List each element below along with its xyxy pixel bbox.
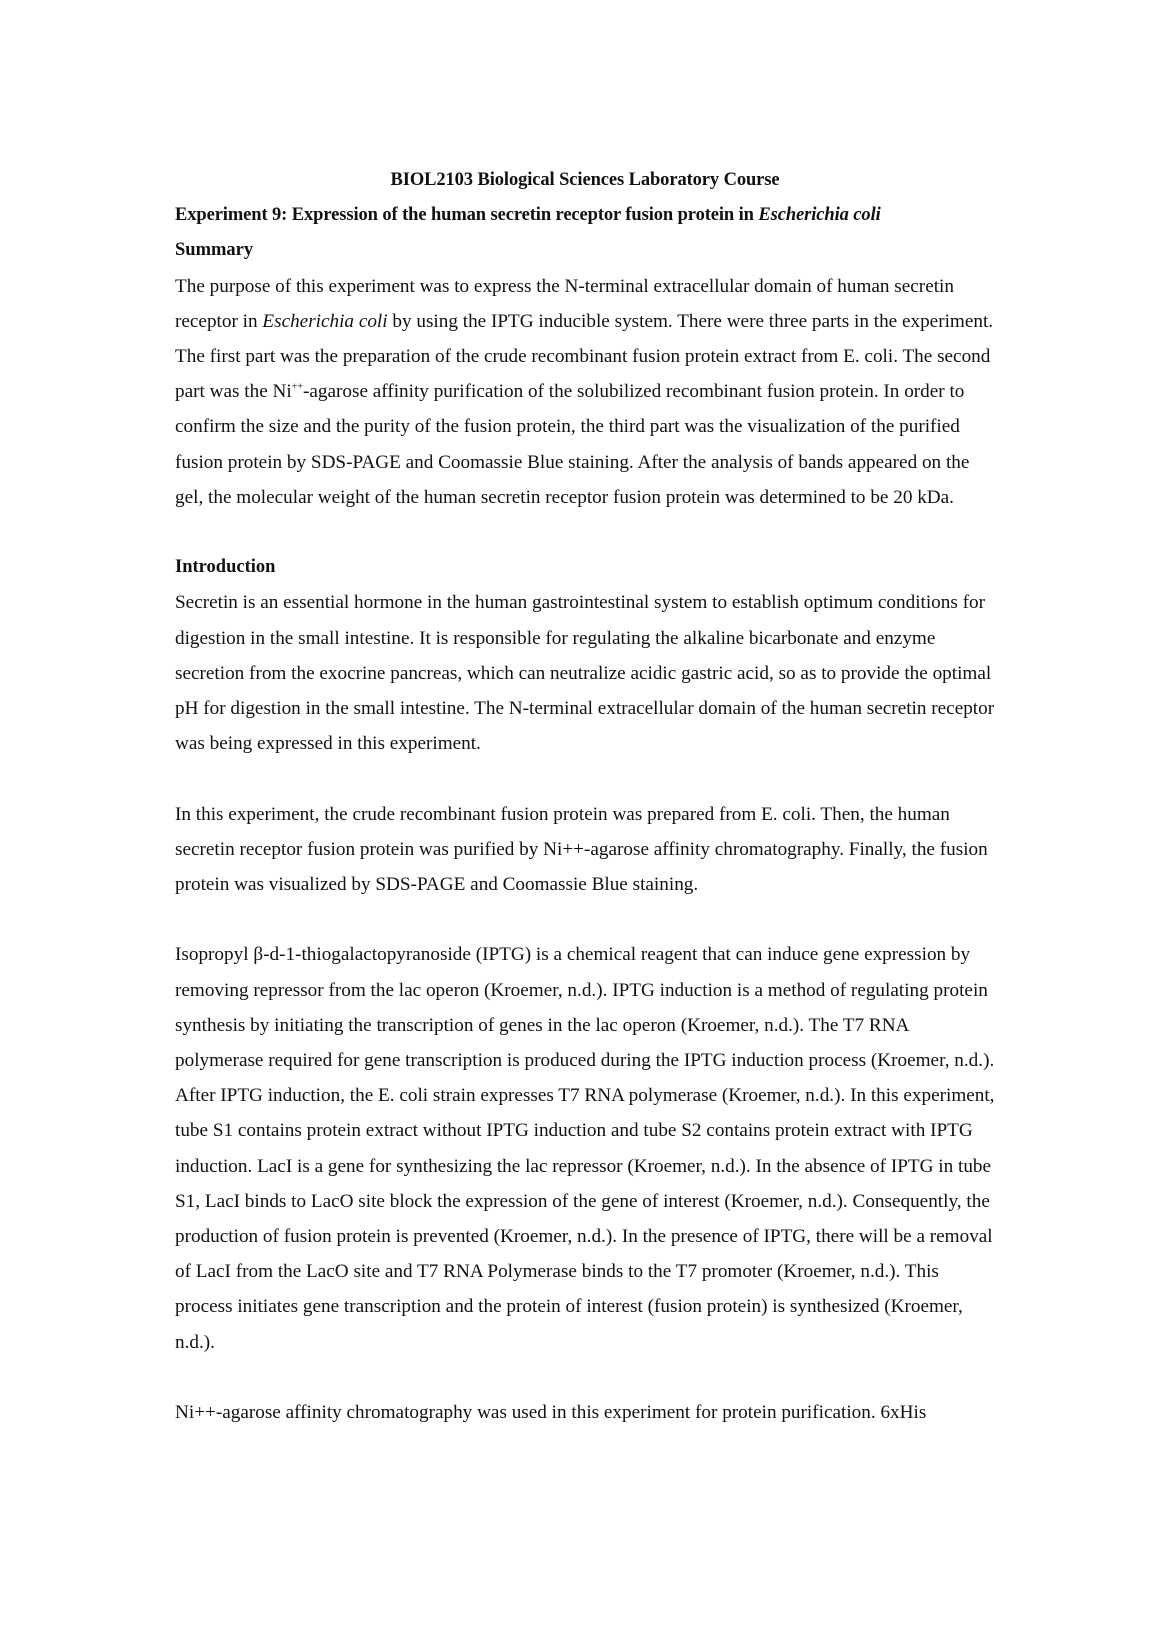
document-body [175,163,995,1430]
introduction-heading: Introduction [175,557,276,578]
intro-paragraph-3: Isopropyl β-d-1-thiogalactopyranoside (IPTG) is a chemical reagent that can induce gene expression by removing repressor from the lac operon (Kroemer, n.d.). IPTG induction is a method of regulating protein synthesis by initiating the transcription of genes in the lac operon (Kroemer, n.d.). The T7 RNA polymerase required for gene transcription is produced during the IPTG induction process (Kroemer, n.d.). After IPTG induction, the E. coli strain expresses T7 RNA polymerase (Kroemer, n.d.). In this experiment, tube S1 contains protein extract without IPTG induction and tube S2 contains protein extract with IPTG induction. LacI is a gene for synthesizing the lac repressor (Kroemer, n.d.). In the absence of IPTG in tube S1, LacI binds to LacO site block the expression of the gene of interest (Kroemer, n.d.). Consequently, the production of fusion protein is prevented (Kroemer, n.d.). In the presence of IPTG, there will be a removal of LacI from the LacO site and T7 RNA Polymerase binds to the T7 promoter (Kroemer, n.d.). This process initiates gene transcription and the protein of interest (fusion protein) is synthesized (Kroemer, n.d.). [175,944,995,1353]
summary-paragraph [175,269,995,515]
intro-paragraph-1: Secretin is an essential hormone in the human gastrointestinal system to establish optimum conditions for digestion in the small intestine. It is responsible for regulating the alkaline bicarbonate and enzyme secretion from the exocrine pancreas, which can neutralize acidic gastric acid, so as to provide the optimal pH for digestion in the small intestine. The N-terminal extracellular domain of the human secretin receptor was being expressed in this experiment. [175,592,995,755]
summary-text-2: by using the IPTG inducible system. There were three parts in the experiment. The first part was the preparation of the crude recombinant fusion protein extract from E. coli. The second part was the Ni [175,310,994,403]
course-title: BIOL2103 Biological Sciences Laboratory Course [390,170,780,190]
paragraph-gap [175,902,995,937]
summary-organism: Escherichia coli [262,310,388,332]
intro-paragraph-4: Ni++-agarose affinity chromatography was used in this experiment for protein purification. 6xHis [175,1402,927,1424]
summary-superscript: ++ [291,381,303,393]
experiment-title-text: Experiment 9: Expression of the human secretin receptor fusion protein in [175,205,759,226]
paragraph-gap [175,761,995,796]
intro-paragraph-2: In this experiment, the crude recombinant fusion protein was prepared from E. coli. Then, the human secretin receptor fusion protein was purified by Ni++-agarose affinity chromatography. Finally, the fusion protein was visualized by SDS-PAGE and Coomassie Blue staining. [175,803,988,896]
summary-text-1: The purpose of this experiment was to express the N-terminal extracellular domain of human secretin receptor in [175,275,954,332]
paragraph-gap [175,515,995,550]
paragraph-gap [175,1360,995,1395]
summary-heading: Summary [175,240,254,261]
summary-text-3: -agarose affinity purification of the solubilized recombinant fusion protein. In order to confirm the size and the purity of the fusion protein, the third part was the visualization of the purified fusion protein by SDS-PAGE and Coomassie Blue staining. After the analysis of bands appeared on the gel, the molecular weight of the human secretin receptor fusion protein was determined to be 20 kDa. [175,381,970,508]
experiment-title [175,198,995,233]
experiment-title-organism: Escherichia coli [758,205,881,226]
